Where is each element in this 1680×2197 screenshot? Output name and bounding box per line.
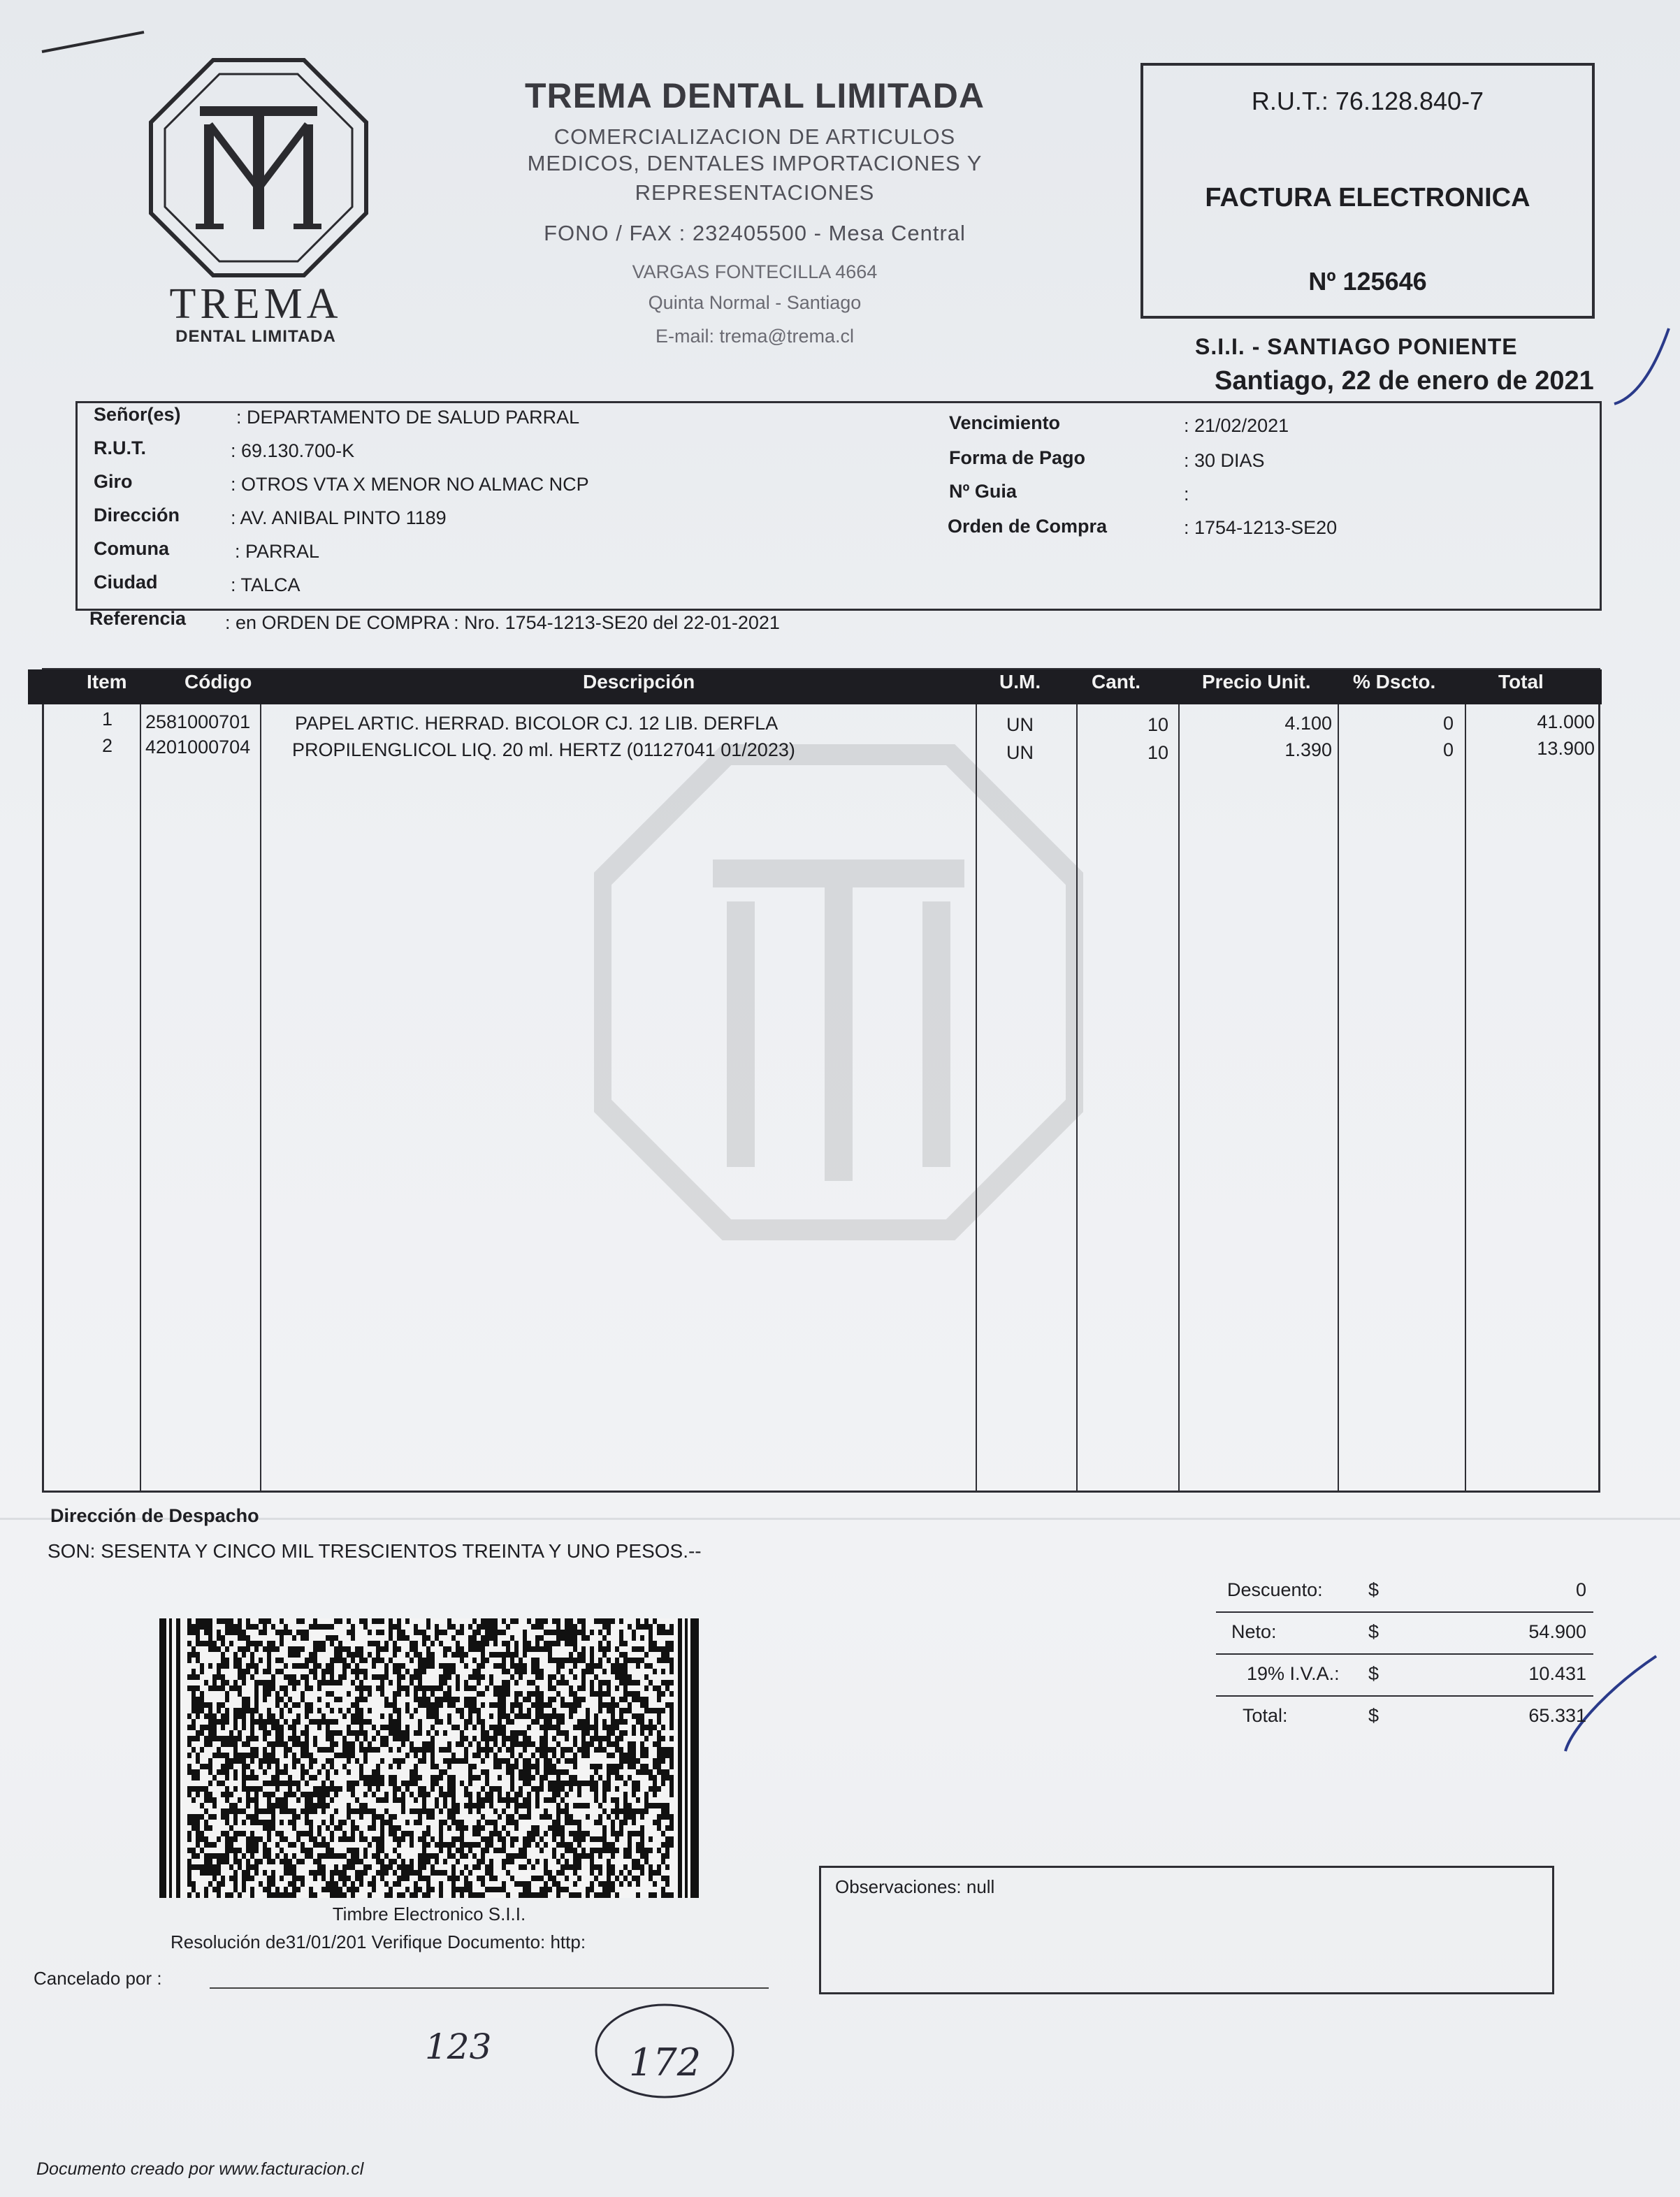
- logo-subtitle: DENTAL LIMITADA: [175, 327, 336, 346]
- cancelado-label: Cancelado por :: [34, 1968, 162, 1989]
- signature-line: [210, 1987, 769, 1989]
- client-label-giro: Giro: [94, 471, 133, 492]
- column-divider: [1076, 704, 1078, 1491]
- issuer-rut: R.U.T.: 76.128.840-7: [1251, 87, 1484, 115]
- company-area: Quinta Normal - Santiago: [648, 292, 862, 313]
- client-rut: : 69.130.700-K: [231, 440, 355, 461]
- observations-text: Observaciones: null: [835, 1876, 995, 1897]
- company-line-3: REPRESENTACIONES: [635, 180, 875, 205]
- totals-divider: [1216, 1611, 1593, 1613]
- column-divider: [260, 704, 261, 1491]
- row2-total: 13.900: [1537, 738, 1595, 759]
- client-label-name: Señor(es): [94, 404, 181, 425]
- iva-currency: $: [1368, 1663, 1380, 1684]
- neto-currency: $: [1368, 1621, 1380, 1642]
- total-label: Total:: [1243, 1705, 1288, 1726]
- totals-divider: [1216, 1653, 1593, 1655]
- sii-office: S.I.I. - SANTIAGO PONIENTE: [1195, 334, 1518, 359]
- discount-label: Descuento:: [1227, 1579, 1323, 1600]
- client-label-address: Dirección: [94, 505, 180, 525]
- column-divider: [140, 704, 141, 1491]
- client-label-comuna: Comuna: [94, 538, 169, 559]
- purchase-order: : 1754-1213-SE20: [1184, 517, 1338, 538]
- row2-description: PROPILENGLICOL LIQ. 20 ml. HERTZ (01127041 01/2023): [292, 739, 795, 760]
- neto-label: Neto:: [1231, 1621, 1277, 1642]
- row2-price: 1.390: [1284, 739, 1332, 760]
- row1-um: UN: [1006, 714, 1034, 735]
- row2-qty: 10: [1147, 742, 1168, 763]
- iva-value: 10.431: [1528, 1663, 1586, 1684]
- totals-row-iva: [1216, 1663, 1593, 1704]
- reference-label: Referencia: [89, 608, 187, 629]
- label-vencimiento: Vencimiento: [949, 412, 1061, 433]
- header-description: Descripción: [583, 671, 695, 693]
- items-table: [42, 668, 1600, 1493]
- client-info-box: [75, 401, 1602, 611]
- label-guia: Nº Guia: [949, 481, 1017, 502]
- row1-code: 2581000701: [145, 711, 251, 732]
- header-code: Código: [184, 671, 252, 693]
- guia-number: :: [1184, 484, 1189, 505]
- client-address: : AV. ANIBAL PINTO 1189: [231, 507, 447, 528]
- document-type-box: [1140, 63, 1595, 319]
- pen-check-mark: [1600, 321, 1677, 419]
- row2-item: 2: [102, 735, 113, 756]
- header-item: Item: [87, 671, 127, 693]
- row1-discount: 0: [1442, 713, 1454, 734]
- column-divider: [1178, 704, 1180, 1491]
- logo-word: TREMA: [169, 280, 342, 328]
- handwritten-number: 123: [425, 2026, 492, 2067]
- payment-terms: : 30 DIAS: [1184, 450, 1265, 471]
- totals-row-neto: [1216, 1621, 1593, 1662]
- company-name: TREMA DENTAL LIMITADA: [525, 76, 985, 115]
- row2-code: 4201000704: [145, 737, 251, 757]
- total-currency: $: [1368, 1705, 1380, 1726]
- client-label-rut: R.U.T.: [94, 437, 147, 458]
- header-qty: Cant.: [1092, 671, 1140, 693]
- company-phone: FONO / FAX : 232405500 - Mesa Central: [544, 221, 966, 245]
- company-line-1: COMERCIALIZACION DE ARTICULOS: [553, 124, 956, 149]
- header-discount: % Dscto.: [1353, 671, 1436, 693]
- row1-total: 41.000: [1537, 711, 1595, 732]
- discount-value: 0: [1575, 1579, 1586, 1600]
- handwritten-circled-number: 172: [629, 2040, 702, 2084]
- row1-description: PAPEL ARTIC. HERRAD. BICOLOR CJ. 12 LIB. DERFLA: [295, 713, 779, 734]
- due-date: : 21/02/2021: [1184, 415, 1289, 436]
- client-ciudad: : TALCA: [231, 574, 300, 595]
- document-type: FACTURA ELECTRONICA: [1205, 183, 1530, 212]
- row2-um: UN: [1006, 742, 1034, 763]
- iva-label: 19% I.V.A.:: [1247, 1663, 1340, 1684]
- client-name: : DEPARTAMENTO DE SALUD PARRAL: [236, 407, 580, 428]
- totals-row-total: [1216, 1705, 1593, 1746]
- totals-row-discount: [1216, 1579, 1593, 1620]
- totals-divider: [1216, 1695, 1593, 1697]
- pen-mark: [39, 28, 158, 56]
- column-divider: [1338, 704, 1339, 1491]
- pdf417-barcode: [159, 1618, 699, 1898]
- invoice-date: Santiago, 22 de enero de 2021: [1215, 366, 1594, 396]
- header-price: Precio Unit.: [1202, 671, 1311, 693]
- company-email: E-mail: trema@trema.cl: [656, 326, 854, 347]
- label-forma-pago: Forma de Pago: [949, 447, 1086, 468]
- row1-item: 1: [102, 709, 113, 730]
- row1-price: 4.100: [1284, 713, 1332, 734]
- neto-value: 54.900: [1528, 1621, 1586, 1642]
- invoice-number: Nº 125646: [1308, 267, 1427, 296]
- label-orden-compra: Orden de Compra: [948, 516, 1108, 537]
- company-line-2: MEDICOS, DENTALES IMPORTACIONES Y: [527, 151, 983, 175]
- trema-logo: [147, 56, 370, 280]
- header-um: U.M.: [999, 671, 1041, 693]
- reference-value: : en ORDEN DE COMPRA : Nro. 1754-1213-SE20 del 22-01-2021: [225, 612, 780, 633]
- header-total: Total: [1498, 671, 1544, 693]
- total-value: 65.331: [1528, 1705, 1586, 1726]
- column-divider: [1465, 704, 1466, 1491]
- client-giro: : OTROS VTA X MENOR NO ALMAC NCP: [231, 474, 589, 495]
- client-comuna: : PARRAL: [235, 541, 320, 562]
- observations-box: [819, 1866, 1554, 1994]
- resolution-text: Resolución de31/01/201 Verifique Documento: http:: [171, 1931, 586, 1952]
- row1-qty: 10: [1147, 714, 1168, 735]
- client-label-ciudad: Ciudad: [94, 572, 158, 593]
- company-address: VARGAS FONTECILLA 4664: [632, 261, 878, 282]
- footer-credit: Documento creado por www.facturacion.cl: [36, 2159, 364, 2179]
- timbre-label: Timbre Electronico S.I.I.: [332, 1904, 526, 1924]
- despacho-label: Dirección de Despacho: [50, 1505, 259, 1526]
- row2-discount: 0: [1442, 739, 1454, 760]
- amount-in-words: SON: SESENTA Y CINCO MIL TRESCIENTOS TREINTA Y UNO PESOS.--: [48, 1540, 702, 1562]
- discount-currency: $: [1368, 1579, 1380, 1600]
- column-divider: [976, 704, 977, 1491]
